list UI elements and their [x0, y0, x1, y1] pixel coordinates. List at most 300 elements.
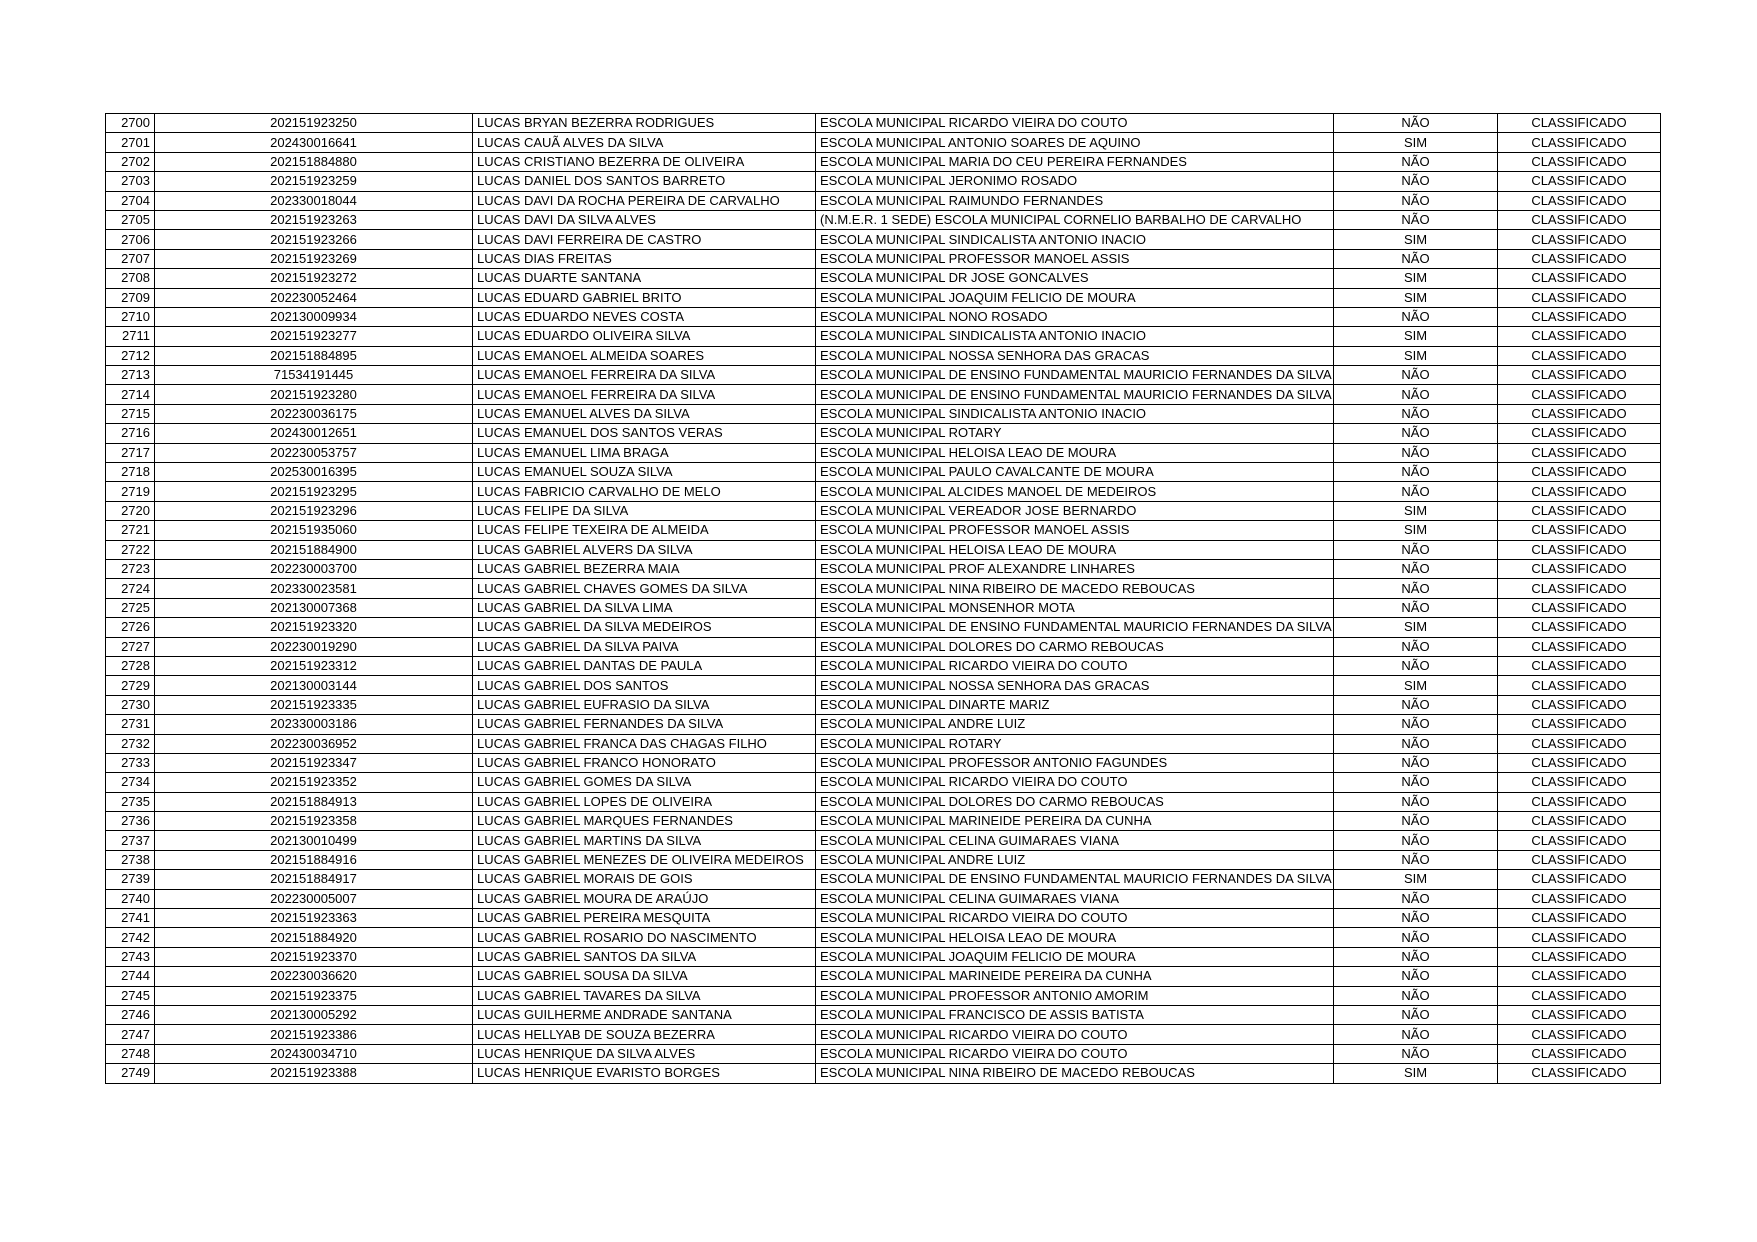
student-name-cell: LUCAS DAVI DA SILVA ALVES — [473, 210, 816, 229]
row-number-cell: 2724 — [106, 579, 155, 598]
row-number-cell: 2722 — [106, 540, 155, 559]
quota-flag-cell: NÃO — [1334, 928, 1498, 947]
registration-number-cell: 202230052464 — [155, 288, 473, 307]
row-number-cell: 2700 — [106, 114, 155, 133]
quota-flag-cell: NÃO — [1334, 753, 1498, 772]
status-cell: CLASSIFICADO — [1498, 792, 1661, 811]
status-cell: CLASSIFICADO — [1498, 307, 1661, 326]
quota-flag-cell: NÃO — [1334, 734, 1498, 753]
quota-flag-cell: NÃO — [1334, 579, 1498, 598]
table-row — [106, 443, 1661, 462]
table-row — [106, 715, 1661, 734]
registration-number-cell: 202130009934 — [155, 307, 473, 326]
row-number-cell: 2714 — [106, 385, 155, 404]
student-name-cell: LUCAS GABRIEL SANTOS DA SILVA — [473, 947, 816, 966]
status-cell: CLASSIFICADO — [1498, 1005, 1661, 1024]
quota-flag-cell: NÃO — [1334, 1005, 1498, 1024]
quota-flag-cell: NÃO — [1334, 1025, 1498, 1044]
student-name-cell: LUCAS GABRIEL FERNANDES DA SILVA — [473, 715, 816, 734]
status-cell: CLASSIFICADO — [1498, 656, 1661, 675]
row-number-cell: 2743 — [106, 947, 155, 966]
registration-number-cell: 202230019290 — [155, 637, 473, 656]
table-row — [106, 366, 1661, 385]
table-row — [106, 1064, 1661, 1083]
status-cell: CLASSIFICADO — [1498, 947, 1661, 966]
row-number-cell: 2711 — [106, 327, 155, 346]
school-name-cell: ESCOLA MUNICIPAL JOAQUIM FELICIO DE MOURA — [816, 947, 1334, 966]
row-number-cell: 2707 — [106, 249, 155, 268]
student-name-cell: LUCAS DAVI DA ROCHA PEREIRA DE CARVALHO — [473, 191, 816, 210]
school-name-cell: ESCOLA MUNICIPAL PAULO CAVALCANTE DE MOURA — [816, 463, 1334, 482]
registration-number-cell: 202430012651 — [155, 424, 473, 443]
student-name-cell: LUCAS EDUARD GABRIEL BRITO — [473, 288, 816, 307]
status-cell: CLASSIFICADO — [1498, 424, 1661, 443]
student-name-cell: LUCAS GABRIEL DANTAS DE PAULA — [473, 656, 816, 675]
row-number-cell: 2731 — [106, 715, 155, 734]
school-name-cell: ESCOLA MUNICIPAL SINDICALISTA ANTONIO INACIO — [816, 404, 1334, 423]
table-row — [106, 986, 1661, 1005]
registration-number-cell: 202151884917 — [155, 870, 473, 889]
registration-number-cell: 202130003144 — [155, 676, 473, 695]
status-cell: CLASSIFICADO — [1498, 928, 1661, 947]
school-name-cell: ESCOLA MUNICIPAL MARINEIDE PEREIRA DA CUNHA — [816, 812, 1334, 831]
registration-number-cell: 202151884913 — [155, 792, 473, 811]
quota-flag-cell: SIM — [1334, 676, 1498, 695]
quota-flag-cell: NÃO — [1334, 656, 1498, 675]
student-name-cell: LUCAS GABRIEL MOURA DE ARAÚJO — [473, 889, 816, 908]
quota-flag-cell: SIM — [1334, 1064, 1498, 1083]
registration-number-cell: 202151923370 — [155, 947, 473, 966]
student-name-cell: LUCAS HELLYAB DE SOUZA BEZERRA — [473, 1025, 816, 1044]
table-row — [106, 152, 1661, 171]
quota-flag-cell: SIM — [1334, 327, 1498, 346]
registration-number-cell: 202130007368 — [155, 598, 473, 617]
school-name-cell: ESCOLA MUNICIPAL VEREADOR JOSE BERNARDO — [816, 501, 1334, 520]
school-name-cell: ESCOLA MUNICIPAL MARINEIDE PEREIRA DA CUNHA — [816, 967, 1334, 986]
table-row — [106, 540, 1661, 559]
registration-number-cell: 202151923263 — [155, 210, 473, 229]
status-cell: CLASSIFICADO — [1498, 385, 1661, 404]
quota-flag-cell: SIM — [1334, 230, 1498, 249]
row-number-cell: 2717 — [106, 443, 155, 462]
quota-flag-cell: NÃO — [1334, 463, 1498, 482]
table-row — [106, 172, 1661, 191]
student-name-cell: LUCAS GABRIEL DA SILVA MEDEIROS — [473, 618, 816, 637]
quota-flag-cell: NÃO — [1334, 482, 1498, 501]
status-cell: CLASSIFICADO — [1498, 249, 1661, 268]
status-cell: CLASSIFICADO — [1498, 288, 1661, 307]
table-row — [106, 676, 1661, 695]
table-row — [106, 191, 1661, 210]
school-name-cell: ESCOLA MUNICIPAL RICARDO VIEIRA DO COUTO — [816, 656, 1334, 675]
registration-number-cell: 202330003186 — [155, 715, 473, 734]
row-number-cell: 2742 — [106, 928, 155, 947]
student-name-cell: LUCAS EMANUEL ALVES DA SILVA — [473, 404, 816, 423]
status-cell: CLASSIFICADO — [1498, 269, 1661, 288]
table-row — [106, 210, 1661, 229]
table-row — [106, 501, 1661, 520]
quota-flag-cell: NÃO — [1334, 172, 1498, 191]
quota-flag-cell: NÃO — [1334, 1044, 1498, 1063]
status-cell: CLASSIFICADO — [1498, 1044, 1661, 1063]
registration-number-cell: 202151923296 — [155, 501, 473, 520]
row-number-cell: 2701 — [106, 133, 155, 152]
student-name-cell: LUCAS HENRIQUE DA SILVA ALVES — [473, 1044, 816, 1063]
student-name-cell: LUCAS GABRIEL DOS SANTOS — [473, 676, 816, 695]
table-row — [106, 307, 1661, 326]
registration-number-cell: 202530016395 — [155, 463, 473, 482]
registration-number-cell: 202230036620 — [155, 967, 473, 986]
school-name-cell: ESCOLA MUNICIPAL SINDICALISTA ANTONIO INACIO — [816, 327, 1334, 346]
row-number-cell: 2732 — [106, 734, 155, 753]
row-number-cell: 2716 — [106, 424, 155, 443]
quota-flag-cell: NÃO — [1334, 831, 1498, 850]
status-cell: CLASSIFICADO — [1498, 1064, 1661, 1083]
status-cell: CLASSIFICADO — [1498, 695, 1661, 714]
table-row — [106, 773, 1661, 792]
student-name-cell: LUCAS FABRICIO CARVALHO DE MELO — [473, 482, 816, 501]
table-row — [106, 482, 1661, 501]
row-number-cell: 2721 — [106, 521, 155, 540]
student-name-cell: LUCAS GABRIEL EUFRASIO DA SILVA — [473, 695, 816, 714]
row-number-cell: 2748 — [106, 1044, 155, 1063]
school-name-cell: ESCOLA MUNICIPAL HELOISA LEAO DE MOURA — [816, 928, 1334, 947]
school-name-cell: ESCOLA MUNICIPAL ANDRE LUIZ — [816, 715, 1334, 734]
registration-number-cell: 202330023581 — [155, 579, 473, 598]
status-cell: CLASSIFICADO — [1498, 230, 1661, 249]
status-cell: CLASSIFICADO — [1498, 831, 1661, 850]
registration-number-cell: 202230036175 — [155, 404, 473, 423]
table-row — [106, 230, 1661, 249]
school-name-cell: ESCOLA MUNICIPAL PROFESSOR MANOEL ASSIS — [816, 521, 1334, 540]
registration-number-cell: 202151923358 — [155, 812, 473, 831]
row-number-cell: 2710 — [106, 307, 155, 326]
registration-number-cell: 202151935060 — [155, 521, 473, 540]
status-cell: CLASSIFICADO — [1498, 501, 1661, 520]
row-number-cell: 2745 — [106, 986, 155, 1005]
status-cell: CLASSIFICADO — [1498, 346, 1661, 365]
student-name-cell: LUCAS EMANOEL ALMEIDA SOARES — [473, 346, 816, 365]
student-name-cell: LUCAS EDUARDO OLIVEIRA SILVA — [473, 327, 816, 346]
school-name-cell: ESCOLA MUNICIPAL JERONIMO ROSADO — [816, 172, 1334, 191]
school-name-cell: (N.M.E.R. 1 SEDE) ESCOLA MUNICIPAL CORNELIO BARBALHO DE CARVALHO — [816, 210, 1334, 229]
school-name-cell: ESCOLA MUNICIPAL RICARDO VIEIRA DO COUTO — [816, 1044, 1334, 1063]
registration-number-cell: 202151923347 — [155, 753, 473, 772]
quota-flag-cell: NÃO — [1334, 986, 1498, 1005]
table-row — [106, 831, 1661, 850]
table-row — [106, 424, 1661, 443]
registration-number-cell: 202151923335 — [155, 695, 473, 714]
quota-flag-cell: NÃO — [1334, 695, 1498, 714]
student-name-cell: LUCAS BRYAN BEZERRA RODRIGUES — [473, 114, 816, 133]
table-row — [106, 753, 1661, 772]
row-number-cell: 2709 — [106, 288, 155, 307]
registration-number-cell: 202151923388 — [155, 1064, 473, 1083]
table-row — [106, 346, 1661, 365]
school-name-cell: ESCOLA MUNICIPAL RICARDO VIEIRA DO COUTO — [816, 909, 1334, 928]
quota-flag-cell: NÃO — [1334, 366, 1498, 385]
table-row — [106, 909, 1661, 928]
school-name-cell: ESCOLA MUNICIPAL RICARDO VIEIRA DO COUTO — [816, 1025, 1334, 1044]
school-name-cell: ESCOLA MUNICIPAL JOAQUIM FELICIO DE MOURA — [816, 288, 1334, 307]
table-row — [106, 1005, 1661, 1024]
student-name-cell: LUCAS GABRIEL MENEZES DE OLIVEIRA MEDEIROS — [473, 850, 816, 869]
student-name-cell: LUCAS GABRIEL MARTINS DA SILVA — [473, 831, 816, 850]
school-name-cell: ESCOLA MUNICIPAL DINARTE MARIZ — [816, 695, 1334, 714]
status-cell: CLASSIFICADO — [1498, 734, 1661, 753]
row-number-cell: 2740 — [106, 889, 155, 908]
table-row — [106, 618, 1661, 637]
status-cell: CLASSIFICADO — [1498, 753, 1661, 772]
table-row — [106, 656, 1661, 675]
school-name-cell: ESCOLA MUNICIPAL DOLORES DO CARMO REBOUCAS — [816, 792, 1334, 811]
row-number-cell: 2737 — [106, 831, 155, 850]
status-cell: CLASSIFICADO — [1498, 559, 1661, 578]
student-name-cell: LUCAS EMANUEL SOUZA SILVA — [473, 463, 816, 482]
school-name-cell: ESCOLA MUNICIPAL MARIA DO CEU PEREIRA FERNANDES — [816, 152, 1334, 171]
table-row — [106, 249, 1661, 268]
quota-flag-cell: SIM — [1334, 288, 1498, 307]
student-name-cell: LUCAS GABRIEL FRANCO HONORATO — [473, 753, 816, 772]
student-name-cell: LUCAS GABRIEL CHAVES GOMES DA SILVA — [473, 579, 816, 598]
row-number-cell: 2706 — [106, 230, 155, 249]
quota-flag-cell: SIM — [1334, 618, 1498, 637]
row-number-cell: 2718 — [106, 463, 155, 482]
status-cell: CLASSIFICADO — [1498, 521, 1661, 540]
quota-flag-cell: NÃO — [1334, 404, 1498, 423]
school-name-cell: ESCOLA MUNICIPAL SINDICALISTA ANTONIO INACIO — [816, 230, 1334, 249]
table-row — [106, 327, 1661, 346]
registration-number-cell: 202151923386 — [155, 1025, 473, 1044]
registration-number-cell: 202330018044 — [155, 191, 473, 210]
school-name-cell: ESCOLA MUNICIPAL ROTARY — [816, 424, 1334, 443]
registration-number-cell: 202151884895 — [155, 346, 473, 365]
quota-flag-cell: NÃO — [1334, 114, 1498, 133]
table-row — [106, 463, 1661, 482]
table-row — [106, 928, 1661, 947]
row-number-cell: 2738 — [106, 850, 155, 869]
status-cell: CLASSIFICADO — [1498, 114, 1661, 133]
row-number-cell: 2741 — [106, 909, 155, 928]
status-cell: CLASSIFICADO — [1498, 850, 1661, 869]
row-number-cell: 2735 — [106, 792, 155, 811]
table-row — [106, 579, 1661, 598]
row-number-cell: 2702 — [106, 152, 155, 171]
quota-flag-cell: NÃO — [1334, 424, 1498, 443]
quota-flag-cell: NÃO — [1334, 889, 1498, 908]
school-name-cell: ESCOLA MUNICIPAL RAIMUNDO FERNANDES — [816, 191, 1334, 210]
school-name-cell: ESCOLA MUNICIPAL ANTONIO SOARES DE AQUINO — [816, 133, 1334, 152]
school-name-cell: ESCOLA MUNICIPAL PROFESSOR ANTONIO FAGUNDES — [816, 753, 1334, 772]
classification-table — [105, 113, 1661, 1084]
student-name-cell: LUCAS GABRIEL MARQUES FERNANDES — [473, 812, 816, 831]
school-name-cell: ESCOLA MUNICIPAL DE ENSINO FUNDAMENTAL MAURICIO FERNANDES DA SILVA — [816, 366, 1334, 385]
row-number-cell: 2715 — [106, 404, 155, 423]
status-cell: CLASSIFICADO — [1498, 152, 1661, 171]
registration-number-cell: 71534191445 — [155, 366, 473, 385]
status-cell: CLASSIFICADO — [1498, 986, 1661, 1005]
table-row — [106, 967, 1661, 986]
school-name-cell: ESCOLA MUNICIPAL RICARDO VIEIRA DO COUTO — [816, 114, 1334, 133]
student-name-cell: LUCAS CRISTIANO BEZERRA DE OLIVEIRA — [473, 152, 816, 171]
status-cell: CLASSIFICADO — [1498, 172, 1661, 191]
table-row — [106, 889, 1661, 908]
registration-number-cell: 202151884916 — [155, 850, 473, 869]
registration-number-cell: 202151923269 — [155, 249, 473, 268]
row-number-cell: 2739 — [106, 870, 155, 889]
school-name-cell: ESCOLA MUNICIPAL NONO ROSADO — [816, 307, 1334, 326]
quota-flag-cell: SIM — [1334, 501, 1498, 520]
registration-number-cell: 202151923352 — [155, 773, 473, 792]
row-number-cell: 2729 — [106, 676, 155, 695]
registration-number-cell: 202151923259 — [155, 172, 473, 191]
student-name-cell: LUCAS EMANOEL FERREIRA DA SILVA — [473, 385, 816, 404]
row-number-cell: 2725 — [106, 598, 155, 617]
quota-flag-cell: SIM — [1334, 346, 1498, 365]
student-name-cell: LUCAS EMANUEL LIMA BRAGA — [473, 443, 816, 462]
quota-flag-cell: NÃO — [1334, 210, 1498, 229]
quota-flag-cell: NÃO — [1334, 812, 1498, 831]
school-name-cell: ESCOLA MUNICIPAL CELINA GUIMARAES VIANA — [816, 831, 1334, 850]
school-name-cell: ESCOLA MUNICIPAL PROF ALEXANDRE LINHARES — [816, 559, 1334, 578]
registration-number-cell: 202151923312 — [155, 656, 473, 675]
registration-number-cell: 202230005007 — [155, 889, 473, 908]
status-cell: CLASSIFICADO — [1498, 133, 1661, 152]
school-name-cell: ESCOLA MUNICIPAL PROFESSOR ANTONIO AMORIM — [816, 986, 1334, 1005]
table-row — [106, 133, 1661, 152]
table-row — [106, 850, 1661, 869]
student-name-cell: LUCAS FELIPE TEXEIRA DE ALMEIDA — [473, 521, 816, 540]
row-number-cell: 2746 — [106, 1005, 155, 1024]
quota-flag-cell: NÃO — [1334, 249, 1498, 268]
student-name-cell: LUCAS GABRIEL FRANCA DAS CHAGAS FILHO — [473, 734, 816, 753]
school-name-cell: ESCOLA MUNICIPAL NINA RIBEIRO DE MACEDO REBOUCAS — [816, 1064, 1334, 1083]
quota-flag-cell: NÃO — [1334, 967, 1498, 986]
table-row — [106, 812, 1661, 831]
status-cell: CLASSIFICADO — [1498, 443, 1661, 462]
student-name-cell: LUCAS CAUÃ ALVES DA SILVA — [473, 133, 816, 152]
school-name-cell: ESCOLA MUNICIPAL NOSSA SENHORA DAS GRACAS — [816, 346, 1334, 365]
registration-number-cell: 202151923266 — [155, 230, 473, 249]
quota-flag-cell: NÃO — [1334, 773, 1498, 792]
status-cell: CLASSIFICADO — [1498, 870, 1661, 889]
student-name-cell: LUCAS DUARTE SANTANA — [473, 269, 816, 288]
registration-number-cell: 202130005292 — [155, 1005, 473, 1024]
table-row — [106, 559, 1661, 578]
student-name-cell: LUCAS GABRIEL TAVARES DA SILVA — [473, 986, 816, 1005]
school-name-cell: ESCOLA MUNICIPAL HELOISA LEAO DE MOURA — [816, 540, 1334, 559]
school-name-cell: ESCOLA MUNICIPAL DR JOSE GONCALVES — [816, 269, 1334, 288]
row-number-cell: 2734 — [106, 773, 155, 792]
registration-number-cell: 202230003700 — [155, 559, 473, 578]
status-cell: CLASSIFICADO — [1498, 715, 1661, 734]
row-number-cell: 2730 — [106, 695, 155, 714]
status-cell: CLASSIFICADO — [1498, 482, 1661, 501]
quota-flag-cell: NÃO — [1334, 637, 1498, 656]
row-number-cell: 2713 — [106, 366, 155, 385]
student-name-cell: LUCAS DAVI FERREIRA DE CASTRO — [473, 230, 816, 249]
table-row — [106, 870, 1661, 889]
registration-number-cell: 202151923320 — [155, 618, 473, 637]
student-name-cell: LUCAS GABRIEL ROSARIO DO NASCIMENTO — [473, 928, 816, 947]
table-row — [106, 385, 1661, 404]
school-name-cell: ESCOLA MUNICIPAL ROTARY — [816, 734, 1334, 753]
registration-number-cell: 202151923375 — [155, 986, 473, 1005]
registration-number-cell: 202151923277 — [155, 327, 473, 346]
registration-number-cell: 202430034710 — [155, 1044, 473, 1063]
status-cell: CLASSIFICADO — [1498, 676, 1661, 695]
school-name-cell: ESCOLA MUNICIPAL DE ENSINO FUNDAMENTAL MAURICIO FERNANDES DA SILVA — [816, 385, 1334, 404]
registration-number-cell: 202130010499 — [155, 831, 473, 850]
row-number-cell: 2719 — [106, 482, 155, 501]
row-number-cell: 2744 — [106, 967, 155, 986]
quota-flag-cell: NÃO — [1334, 540, 1498, 559]
status-cell: CLASSIFICADO — [1498, 404, 1661, 423]
school-name-cell: ESCOLA MUNICIPAL ANDRE LUIZ — [816, 850, 1334, 869]
table-row — [106, 1025, 1661, 1044]
registration-number-cell: 202151884880 — [155, 152, 473, 171]
student-name-cell: LUCAS GABRIEL PEREIRA MESQUITA — [473, 909, 816, 928]
quota-flag-cell: NÃO — [1334, 559, 1498, 578]
quota-flag-cell: NÃO — [1334, 909, 1498, 928]
registration-number-cell: 202151923295 — [155, 482, 473, 501]
status-cell: CLASSIFICADO — [1498, 598, 1661, 617]
school-name-cell: ESCOLA MUNICIPAL CELINA GUIMARAES VIANA — [816, 889, 1334, 908]
registration-number-cell: 202230053757 — [155, 443, 473, 462]
status-cell: CLASSIFICADO — [1498, 1025, 1661, 1044]
status-cell: CLASSIFICADO — [1498, 967, 1661, 986]
row-number-cell: 2747 — [106, 1025, 155, 1044]
student-name-cell: LUCAS GUILHERME ANDRADE SANTANA — [473, 1005, 816, 1024]
row-number-cell: 2727 — [106, 637, 155, 656]
table-row — [106, 1044, 1661, 1063]
quota-flag-cell: NÃO — [1334, 307, 1498, 326]
student-name-cell: LUCAS GABRIEL LOPES DE OLIVEIRA — [473, 792, 816, 811]
status-cell: CLASSIFICADO — [1498, 579, 1661, 598]
status-cell: CLASSIFICADO — [1498, 366, 1661, 385]
registration-number-cell: 202151923363 — [155, 909, 473, 928]
school-name-cell: ESCOLA MUNICIPAL FRANCISCO DE ASSIS BATISTA — [816, 1005, 1334, 1024]
student-name-cell: LUCAS GABRIEL SOUSA DA SILVA — [473, 967, 816, 986]
row-number-cell: 2723 — [106, 559, 155, 578]
quota-flag-cell: NÃO — [1334, 443, 1498, 462]
row-number-cell: 2726 — [106, 618, 155, 637]
student-name-cell: LUCAS GABRIEL DA SILVA PAIVA — [473, 637, 816, 656]
school-name-cell: ESCOLA MUNICIPAL HELOISA LEAO DE MOURA — [816, 443, 1334, 462]
row-number-cell: 2749 — [106, 1064, 155, 1083]
quota-flag-cell: NÃO — [1334, 191, 1498, 210]
student-name-cell: LUCAS EMANOEL FERREIRA DA SILVA — [473, 366, 816, 385]
school-name-cell: ESCOLA MUNICIPAL NINA RIBEIRO DE MACEDO REBOUCAS — [816, 579, 1334, 598]
student-name-cell: LUCAS GABRIEL DA SILVA LIMA — [473, 598, 816, 617]
student-name-cell: LUCAS DIAS FREITAS — [473, 249, 816, 268]
student-name-cell: LUCAS FELIPE DA SILVA — [473, 501, 816, 520]
row-number-cell: 2708 — [106, 269, 155, 288]
table-row — [106, 695, 1661, 714]
student-name-cell: LUCAS GABRIEL MORAIS DE GOIS — [473, 870, 816, 889]
student-name-cell: LUCAS HENRIQUE EVARISTO BORGES — [473, 1064, 816, 1083]
registration-number-cell: 202151884920 — [155, 928, 473, 947]
registration-number-cell: 202430016641 — [155, 133, 473, 152]
student-name-cell: LUCAS GABRIEL BEZERRA MAIA — [473, 559, 816, 578]
student-name-cell: LUCAS EDUARDO NEVES COSTA — [473, 307, 816, 326]
row-number-cell: 2736 — [106, 812, 155, 831]
quota-flag-cell: NÃO — [1334, 715, 1498, 734]
table-row — [106, 598, 1661, 617]
row-number-cell: 2705 — [106, 210, 155, 229]
student-name-cell: LUCAS EMANUEL DOS SANTOS VERAS — [473, 424, 816, 443]
status-cell: CLASSIFICADO — [1498, 773, 1661, 792]
